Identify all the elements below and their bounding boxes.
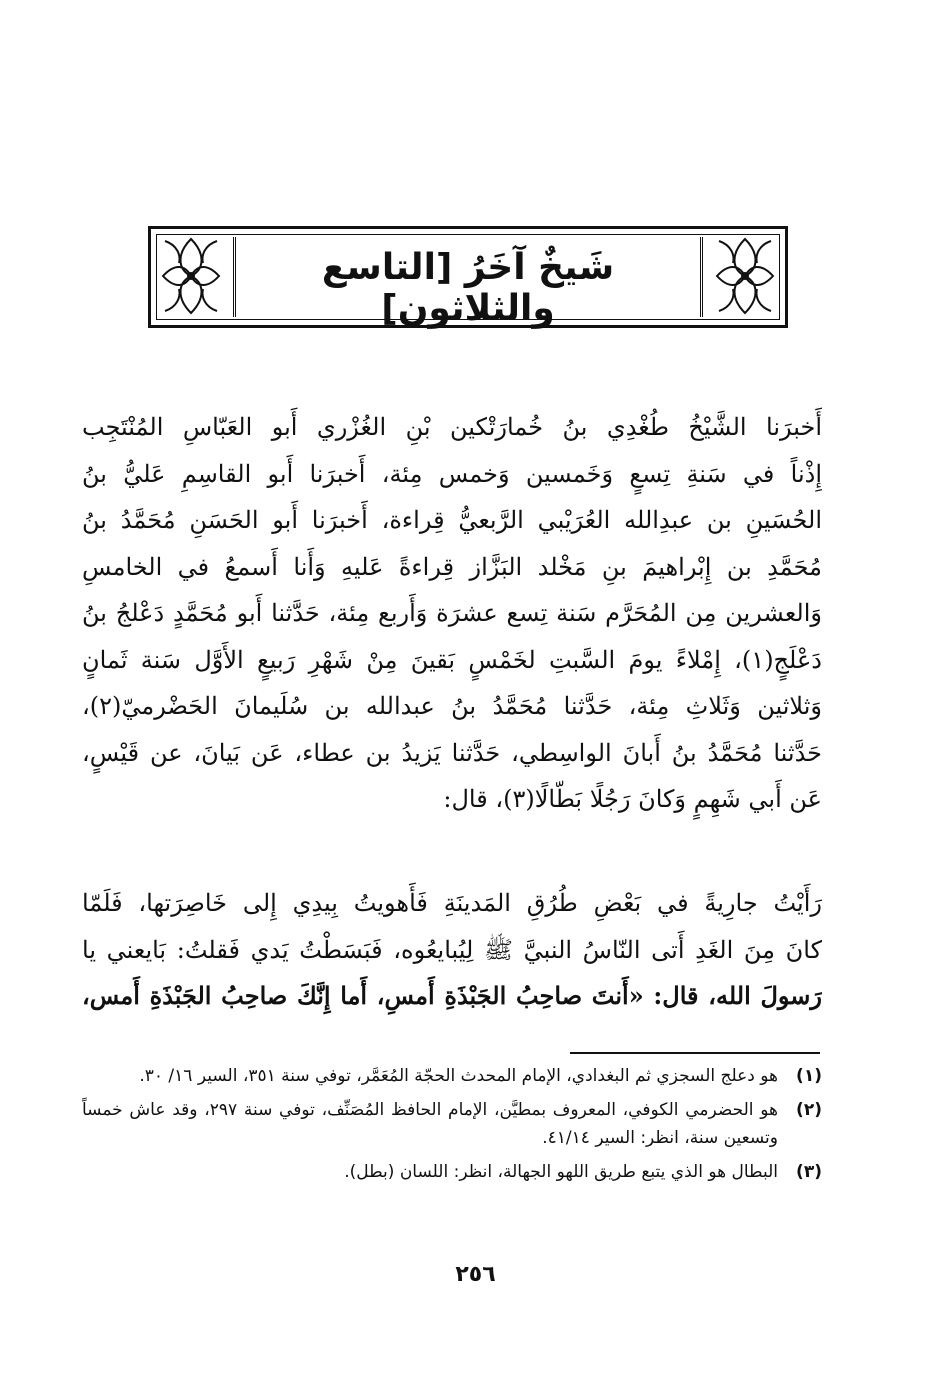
floral-ornament-icon — [711, 233, 779, 319]
isnad-paragraph — [82, 404, 822, 823]
footnotes — [82, 1062, 822, 1192]
text-line: وَثلاثين وَثَلاثِ مِئة، حَدَّثنا مُحَمَّدُ بنُ عبدالله بن سُلَيمانَ الحَضْرميّ(٢)، — [82, 692, 822, 720]
footnote-text: هو الحضرمي الكوفي، المعروف بمطيَّن، الإمام الحافظ المُصَنِّف، توفي سنة ٢٩٧، وقد عاش خمساً وتسعين سنة، انظر: السير ٤١/١٤. — [82, 1100, 779, 1148]
text-line: كانَ مِنَ الغَدِ أَتى النّاسُ النبيَّ ﷺ لِيُبايعُوه، فَبَسَطْتُ يَدي فَقلتُ: بَايعني يا — [82, 935, 822, 964]
page-number: ٢٥٦ — [455, 1262, 496, 1287]
footnote-text: البطال هو الذي يتبع طريق اللهو الجهالة، انظر: اللسان (بطل). — [344, 1162, 778, 1182]
text-line: أَخبرَنا الشَّيْخُ طُغْدِي بنُ خُمارَتْكين بْنِ الغُزْري أَبو العَبّاسِ المُنْتَجِب — [82, 413, 822, 441]
text-line: عَن أَبي شَهِمٍ وَكانَ رَجُلًا بَطّالًا(٣)، قال: — [443, 785, 822, 813]
text-line: وَالعشرين مِن المُحَرَّم سَنة تِسع عشرَة وَأَربع مِئة، حَدَّثنا أَبو مُحَمَّدٍ دَعْلجُ بنُ — [82, 599, 822, 627]
text-line: إِذْناً في سَنةِ تِسعٍ وَخَمسين وَخمس مِئة، أَخبرَنا أَبو القاسِمِ عَليُّ بنُ — [82, 459, 822, 488]
footnote-number: (٢) — [796, 1100, 822, 1120]
text-line: الحُسَينِ بن عبدِالله العُرَيْبي الرَّبعيُّ قِراءة، أَخبرَنا أَبو الحَسَنِ مُحَمَّدُ بنُ — [82, 506, 822, 534]
chapter-title-box — [148, 226, 788, 328]
text-line: رَأَيْتُ جارِيةً في بَعْضِ طُرُقِ المَدينَةِ فَأَهويتُ بِيدِي إِلى خَاصِرَتها، فَلَمّا — [82, 889, 822, 917]
text-line: رَسولَ الله، قال: «أَنتَ صاحِبُ الجَبْذَةِ أَمسِ، أَما إِنَّكَ صاحِبُ الجَبْذَةِ أَمس، — [82, 981, 822, 1010]
footnote-number: (١) — [796, 1066, 822, 1086]
footnote — [82, 1062, 822, 1090]
matn-paragraph — [82, 880, 822, 1020]
text-line: حَدَّثنا مُحَمَّدُ بنُ أَبانَ الواسِطي، حَدَّثنا يَزيدُ بن عطاء، عَن بَيانَ، عن قَيْسٍ، — [82, 738, 822, 767]
floral-ornament-icon — [157, 233, 225, 319]
chapter-title: شَيخٌ آخَرُ [التاسع والثلاثون] — [321, 247, 615, 329]
footnote-number: (٣) — [796, 1162, 822, 1182]
footnote — [82, 1096, 822, 1152]
footnote-text: هو دعلج السجزي ثم البغدادي، الإمام المحدث الحجّة المُعَمَّر، توفي سنة ٣٥١، السير ١٦/ ٣٠. — [139, 1066, 778, 1086]
footnote-divider — [570, 1052, 820, 1054]
text-line: دَعْلَجٍ(١)، إِمْلاءً يومَ السَّبتِ لخَمْسٍ بَقينَ مِنْ شَهْرِ رَبيعٍ الأَوَّل سَنة ثَمانٍ — [82, 645, 822, 674]
text-line: مُحَمَّدِ بن إِبْراهيمَ بنِ مَخْلد البَزَّاز قِراءةً عَليهِ وَأَنا أَسمعُ في الخامسِ — [82, 552, 822, 581]
footnote — [82, 1158, 822, 1186]
